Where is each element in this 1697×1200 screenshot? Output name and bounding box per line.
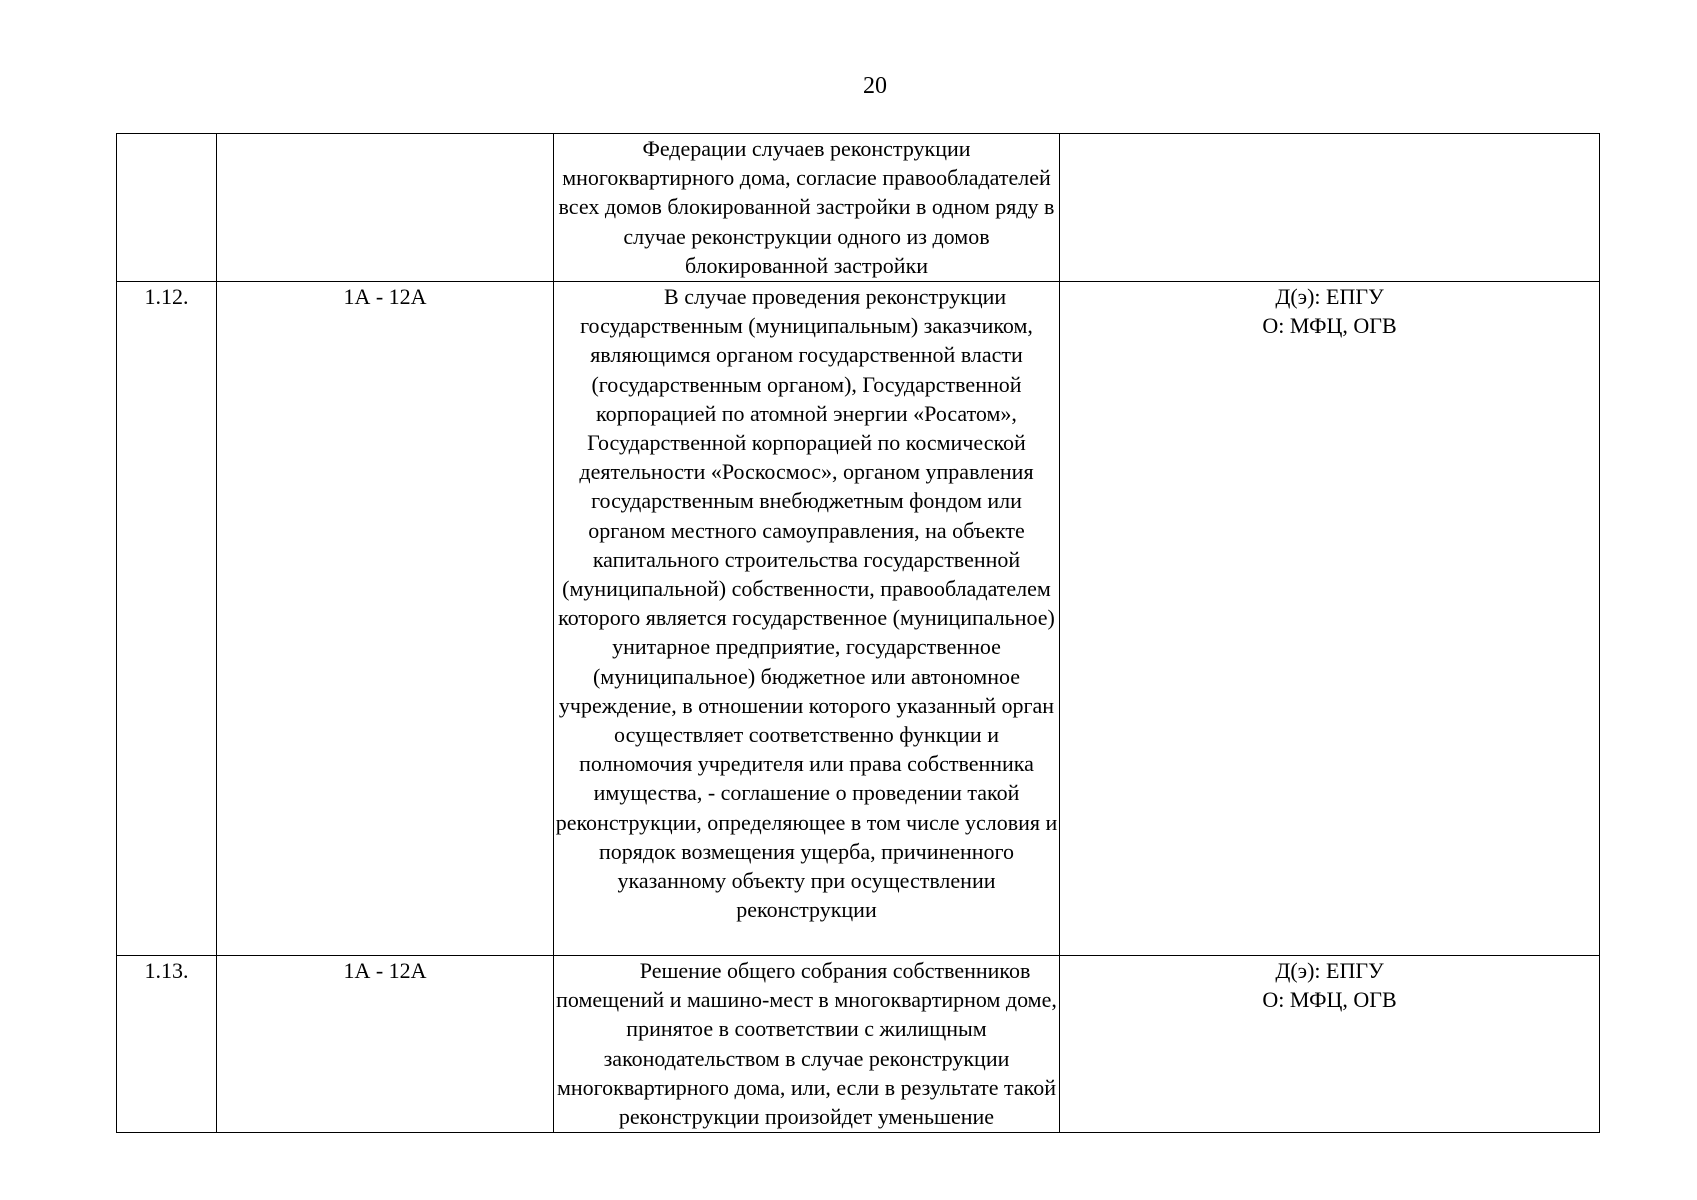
row-description-cell [554, 134, 1060, 282]
source-electronic: Д(э): ЕПГУ [1275, 958, 1384, 983]
row-description-cell [554, 956, 1060, 1133]
row-code-cell [217, 134, 554, 282]
row-sources-cell [1060, 956, 1600, 1133]
row-number-cell [117, 134, 217, 282]
row-description: В случае проведения реконструкции государственным (муниципальным) заказчиком, являющимся органом государственной власти (государственным органом), Государственной корпорацией по атомной энергии «Росатом», Государственной корпорацией по космической деятельности «Роскосмос», органом управления государственным внебюджетным фондом или органом местного самоуправления, на объекте капитального строительства государственной (муниципальной) собственности, правообладателем которого является государственное (муниципальное) унитарное предприятие, государственное (муниципальное) бюджетное или автономное учреждение, в отношении которого указанный орган осуществляет соответственно функции и полномочия учредителя или права собственника имущества, - соглашение о проведении такой реконструкции, определяющее в том числе условия и порядок возмещения ущерба, причиненного указанному объекту при осуществлении реконструкции [555, 284, 1058, 923]
page-number: 20 [863, 73, 887, 99]
table-row [117, 134, 1600, 282]
row-code-cell: 1А - 12А [217, 282, 554, 956]
row-number-cell: 1.12. [117, 282, 217, 956]
table-row [117, 956, 1600, 1133]
row-description: Федерации случаев реконструкции многоквартирного дома, согласие правообладателей всех домов блокированной застройки в одном ряду в случае реконструкции одного из домов блокированной застройки [558, 136, 1055, 278]
row-sources-cell [1060, 134, 1600, 282]
row-code-cell: 1А - 12А [217, 956, 554, 1133]
source-office: О: МФЦ, ОГВ [1262, 313, 1397, 339]
requirements-table [116, 133, 1600, 1133]
table-row [117, 282, 1600, 956]
source-electronic: Д(э): ЕПГУ [1275, 284, 1384, 309]
row-number-cell: 1.13. [117, 956, 217, 1133]
row-description-cell [554, 282, 1060, 956]
source-office: О: МФЦ, ОГВ [1262, 987, 1397, 1013]
row-description: Решение общего собрания собственников помещений и машино-мест в многоквартирном доме, принятое в соответствии с жилищным законодательством в случае реконструкции многоквартирного дома, или, если в результате такой реконструкции произойдет уменьшение [556, 958, 1057, 1130]
row-sources-cell [1060, 282, 1600, 956]
